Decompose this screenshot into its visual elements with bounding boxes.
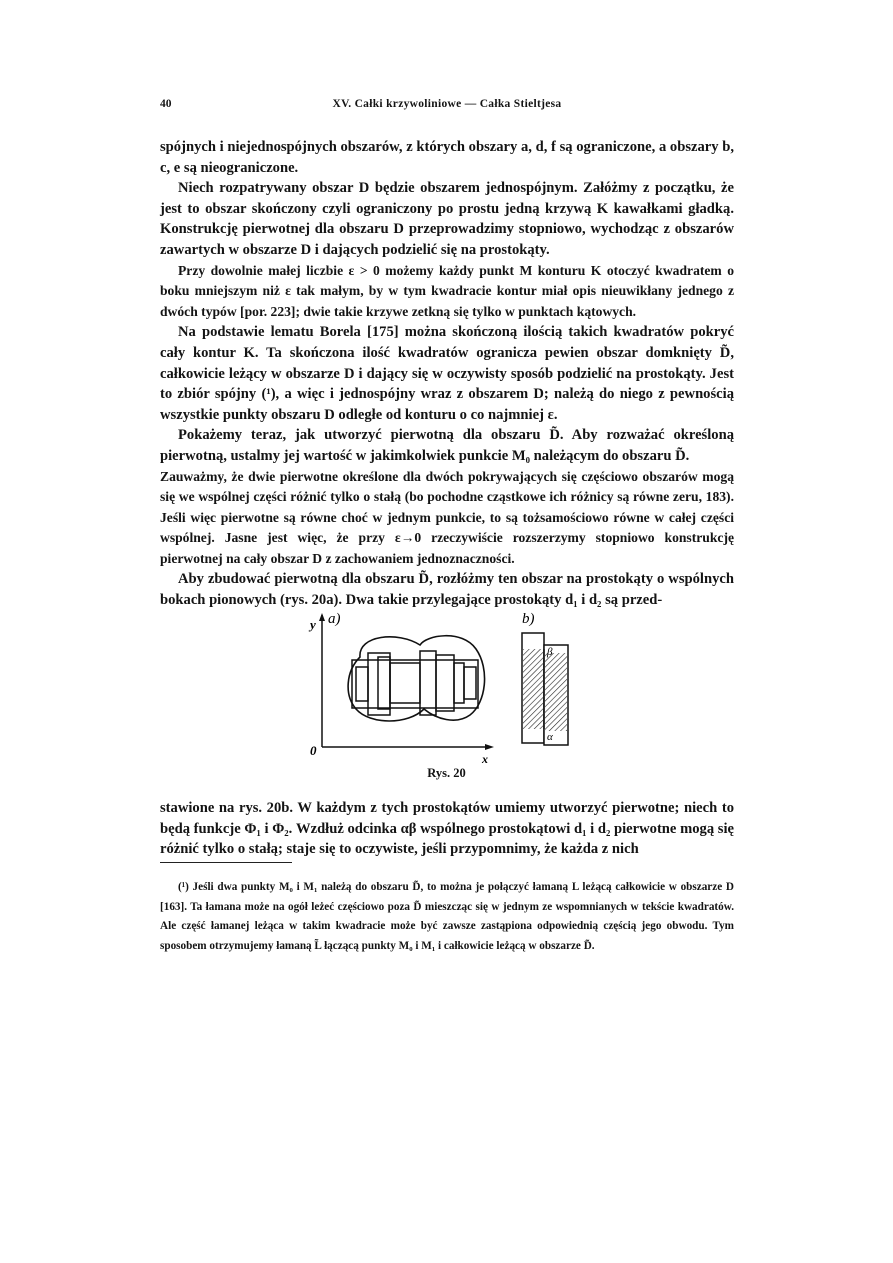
- figure-label-b: b): [522, 611, 535, 627]
- running-header: [160, 98, 734, 118]
- x-axis-arrow-icon: [485, 744, 494, 750]
- figure-label-a: a): [328, 611, 341, 627]
- paragraph-3: Przy dowolnie małej liczbie ε > 0 możemy każdy punkt M konturu K otoczyć kwadratem o boku mniejszym niż ε tak małym, by w tym kwadracie kontur miał opis nieuwikłany jednego z dwóch typów [por. 223]; dwie takie krzywe zetkną się tylko w punktach kątowych.: [160, 262, 734, 319]
- running-head: XV. Całki krzywoliniowe — Całka Stieltjesa: [332, 98, 562, 110]
- paragraph-8: stawione na rys. 20b. W każdym z tych prostokątów umiemy utworzyć pierwotne; niech to będą funkcje Φ₁ i Φ₂. Wzdłuż odcinka αβ wspólnego prostokątowi d₁ i d₂ pierwotne mogą się różnić tylko o stałą; staje się to oczywiste, jeśli przypomnimy, że każda z nich: [160, 800, 734, 858]
- paragraph-7: Aby zbudować pierwotną dla obszaru D̃, rozłóżmy ten obszar na prostokąty o wspólnych bokach pionowych (rys. 20a). Dwa takie przylegające prostokąty d₁ i d₂ są przed-: [160, 571, 734, 609]
- paragraph-5: Pokażemy teraz, jak utworzyć pierwotną dla obszaru D̃. Aby rozważać określoną pierwotną, ustalmy jej wartość w jakimkolwiek punkcie M₀ należącym do obszaru D̃.: [160, 427, 734, 464]
- origin-label: 0: [310, 743, 317, 758]
- page-number: 40: [160, 98, 172, 110]
- footnote-rule: [160, 862, 292, 863]
- point-beta-label: β: [547, 646, 553, 658]
- figure-caption: Rys. 20: [427, 766, 466, 780]
- rectangle-d2-hatch: [545, 653, 567, 731]
- body-text-top: [160, 137, 734, 611]
- y-axis-arrow-icon: [319, 613, 325, 621]
- point-alpha-label: α: [547, 731, 553, 743]
- y-axis-label: y: [310, 617, 316, 632]
- footnote: [160, 878, 734, 957]
- paragraph-2: Niech rozpatrywany obszar D będzie obszarem jednospójnym. Załóżmy z początku, że jest to obszar skończony czyli ograniczony po prostu jedną krzywą K kawałkami gładką. Konstrukcję pierwotnej dla obszaru D przeprowadzimy stopniowo, wychodząc z obszarów zawartych w obszarze D i dających podzielić się na prostokąty.: [160, 180, 734, 258]
- rectangle-region: [352, 651, 478, 715]
- footnote-text: (¹) Jeśli dwa punkty M₀ i M₁ należą do obszaru D̃, to można je połączyć łamaną L leżącą całkowicie w obszarze D [163]. Ta łamana może na ogół leżeć częściowo poza D̃ mieszcząc się w jednym ze wspomnianych w tekście kwadratów. Ale część łamanej leżąca w takim kwadracie może być zawsze zastąpiona odpowiednią częścią jego obwodu. Tym sposobem otrzymujemy łamaną L̃ łączącą punkty M₀ i M₁ i całkowicie leżącą w obszarze D̃.: [160, 881, 734, 953]
- paragraph-6: Zauważmy, że dwie pierwotne określone dla dwóch pokrywających się częściowo obszarów mogą się we wspólnej części różnić tylko o stałą (bo pochodne cząstkowe ich różnicy są równe zeru, 183). Jeśli więc pierwotne są równe choć w jednym punkcie, to są tożsamościowo równe w całej części wspólnej. Jasne jest więc, że przy ε→0 rzeczywiście rozszerzymy stopniowo konstrukcję pierwotnej na cały obszar D z zachowaniem jednoznaczności.: [160, 468, 734, 566]
- body-text-bottom: [160, 798, 734, 860]
- paragraph-1: spójnych i niejednospójnych obszarów, z których obszary a, d, f są ograniczone, a obszary b, c, e są nieograniczone.: [160, 139, 734, 176]
- x-axis-label: x: [482, 752, 488, 766]
- rectangle-d1-hatch: [523, 649, 543, 729]
- paragraph-4: Na podstawie lematu Borela [175] można skończoną ilością takich kwadratów pokryć cały kontur K. Ta skończona ilość kwadratów ogranicza pewien obszar domknięty D̃, całkowicie leżący w obszarze D i dający się w oczywisty sposób podzielić na prostokąty. Jest to zbiór spójny (¹), a więc i jednospójny wraz z obszarem D; należą do niego z pewnością wszystkie punkty obszaru D odległe od konturu o co najmniej ε.: [160, 324, 734, 423]
